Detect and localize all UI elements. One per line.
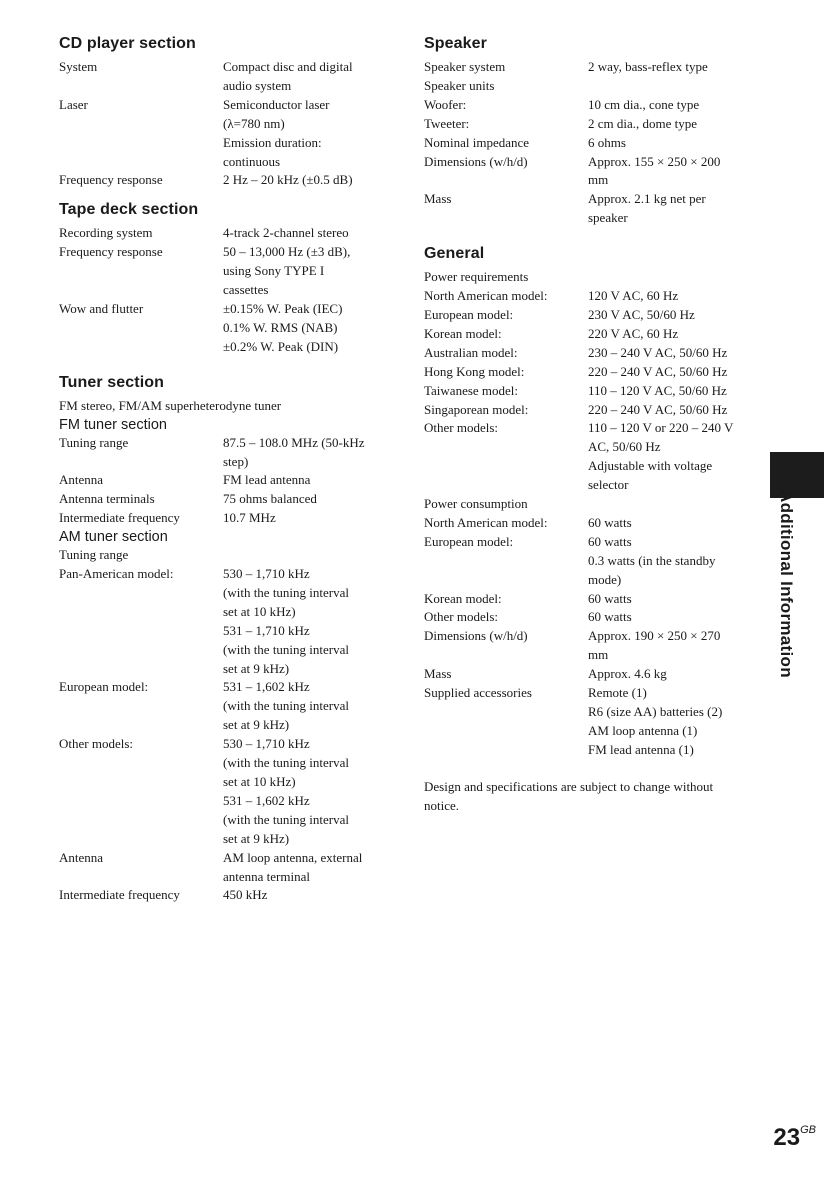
section-title: Tape deck section [59,201,199,219]
page-number-value: 23 [773,1124,801,1151]
spec-row [424,590,769,609]
speaker-section [424,34,769,228]
spec-label: Nominal impedance [424,134,530,150]
spec-row [59,735,404,848]
spec-value: 75 ohms balanced [223,491,317,507]
spec-label: Dimensions (w/h/d) [424,153,528,169]
spec-value: 120 V AC, 60 Hz [588,288,679,304]
left-column [59,34,404,911]
spec-row [424,115,769,134]
section-title: CD player section [59,35,196,52]
spec-value: 4-track 2-channel stereo [223,225,349,241]
spec-label: Intermediate frequency [59,887,180,903]
spec-row [59,509,404,528]
spec-row [59,886,404,905]
spec-value: 87.5 – 108.0 MHz (50-kHz step) [223,434,365,469]
spec-value: Approx. 155 × 250 × 200 mm [588,153,721,188]
spec-value [223,546,404,565]
spec-row [59,300,404,357]
power-consumption-label: Power consumption [424,496,528,512]
spec-row [59,565,404,678]
spec-label: Australian model: [424,344,518,360]
spec-value: 50 – 13,000 Hz (±3 dB), using Sony TYPE I cassettes [223,244,351,298]
spec-value: 60 watts 0.3 watts (in the standby mode) [588,533,716,587]
spec-value: 530 – 1,710 kHz (with the tuning interval set at 10 kHz) 531 – 1,602 kHz (with the tuning interval set at 9 kHz) [223,736,350,846]
spec-value: 230 V AC, 50/60 Hz [588,306,695,322]
section-title: Tuner section [59,373,165,391]
spec-value: 2 way, bass-reflex type [588,59,708,74]
spec-label: European model: [424,306,514,322]
spec-label: Mass [424,666,452,682]
page-number [773,1124,816,1152]
fm-subtitle: FM tuner section [59,416,167,433]
spec-value: 2 Hz – 20 kHz (±0.5 dB) [223,172,353,188]
spec-value [588,77,769,96]
spec-label: North American model: [424,514,548,530]
power-requirements-label: Power requirements [424,269,529,285]
spec-row [424,533,769,590]
spec-row [424,627,769,665]
spec-label: North American model: [424,288,548,304]
spec-list [424,287,769,495]
spec-value: Approx. 190 × 250 × 270 mm [588,628,721,663]
spec-row [59,849,404,887]
design-notice: Design and specifications are subject to change without notice. [424,778,714,813]
section-title: Speaker [424,35,487,52]
spec-value: 110 – 120 V or 220 – 240 V AC, 50/60 Hz Adjustable with voltage selector [588,420,734,493]
spec-list [424,514,769,760]
spec-list [59,58,404,190]
spec-row [59,224,404,243]
spec-value: 60 watts [588,590,632,606]
spec-row [424,363,769,382]
spec-list [59,546,404,905]
spec-value: FM lead antenna [223,472,311,488]
spec-row [424,665,769,684]
spec-value: Approx. 2.1 kg net per speaker [588,191,706,226]
spec-row [424,344,769,363]
spec-label: Frequency response [59,172,163,188]
spec-label: Laser [59,96,88,112]
spec-value: ±0.15% W. Peak (IEC) 0.1% W. RMS (NAB) ±0.2% W. Peak (DIN) [223,300,343,354]
spec-row [59,58,404,96]
right-column [424,34,769,829]
spec-label: Singaporean model: [424,401,529,417]
spec-label: Mass [424,191,452,207]
side-tab-label: Additional Information [777,490,796,678]
spec-label: Dimensions (w/h/d) [424,628,528,644]
spec-label: European model: [59,679,149,695]
spec-list [59,434,404,529]
spec-row [424,401,769,420]
spec-row [424,419,769,495]
spec-value: 110 – 120 V AC, 50/60 Hz [588,382,727,398]
spec-label: Korean model: [424,590,502,606]
spec-row [59,546,404,565]
spec-label: Woofer: [424,96,467,112]
spec-value: 450 kHz [223,887,268,903]
section-title: General [424,245,485,263]
spec-value: 220 – 240 V AC, 50/60 Hz [588,363,728,379]
spec-row [424,325,769,344]
spec-label: Speaker system [424,59,506,74]
spec-value: 60 watts [588,514,632,530]
spec-row [59,243,404,300]
spec-row [424,58,769,77]
spec-row [59,434,404,472]
spec-row [59,96,404,172]
spec-label: Antenna terminals [59,491,155,507]
spec-row [424,153,769,191]
spec-label: Speaker units [424,77,495,93]
spec-label: Recording system [59,225,153,241]
spec-label: Taiwanese model: [424,382,519,398]
spec-value: 6 ohms [588,134,626,150]
spec-label: Hong Kong model: [424,363,525,379]
spec-value: Remote (1) R6 (size AA) batteries (2) AM loop antenna (1) FM lead antenna (1) [588,685,723,757]
page-suffix: GB [800,1124,816,1136]
spec-label: European model: [424,533,514,549]
spec-label: System [59,59,98,74]
spec-row [424,306,769,325]
spec-value: AM loop antenna, external antenna terminal [223,849,363,884]
spec-value: 220 V AC, 60 Hz [588,325,679,341]
tuner-intro: FM stereo, FM/AM superheterodyne tuner [59,397,282,413]
spec-row [424,608,769,627]
spec-label: Tuning range [59,434,129,450]
general-section [424,244,769,815]
spec-value: 10.7 MHz [223,510,276,526]
tuner-section [59,373,404,906]
spec-row [424,684,769,760]
spec-row [424,382,769,401]
spec-value: 60 watts [588,609,632,625]
spec-value: 230 – 240 V AC, 50/60 Hz [588,344,728,360]
spec-label: Other models: [424,420,499,436]
spec-list [59,224,404,356]
spec-row [424,77,769,96]
spec-row [424,287,769,306]
spec-list [424,58,769,228]
spec-label: Supplied accessories [424,685,532,701]
am-subtitle: AM tuner section [59,529,168,546]
spec-value: Approx. 4.6 kg [588,666,667,682]
spec-row [59,678,404,735]
tape-deck-section [59,200,404,356]
spec-value: 10 cm dia., cone type [588,96,700,112]
spec-label: Wow and flutter [59,300,144,316]
spec-label: Antenna [59,849,104,865]
spec-value: 531 – 1,602 kHz (with the tuning interval set at 9 kHz) [223,679,350,733]
spec-label: Other models: [59,736,134,752]
spec-value: Semiconductor laser (λ=780 nm) Emission duration: continuous [223,96,330,169]
spec-row [424,96,769,115]
spec-label: Tuning range [59,547,129,563]
spec-value: 2 cm dia., dome type [588,115,698,131]
spec-row [59,171,404,190]
spec-row [424,134,769,153]
cd-player-section [59,34,404,190]
spec-row [59,471,404,490]
spec-value: 220 – 240 V AC, 50/60 Hz [588,401,728,417]
spec-row [424,514,769,533]
spec-label: Pan-American model: [59,566,174,582]
spec-value: 530 – 1,710 kHz (with the tuning interval set at 10 kHz) 531 – 1,710 kHz (with the tuning interval set at 9 kHz) [223,566,350,676]
spec-label: Frequency response [59,244,163,260]
spec-value: Compact disc and digital audio system [223,59,353,93]
spec-label: Antenna [59,472,104,488]
spec-label: Other models: [424,609,499,625]
spec-row [59,490,404,509]
spec-row [424,190,769,228]
spec-label: Korean model: [424,325,502,341]
spec-label: Intermediate frequency [59,510,180,526]
spec-label: Tweeter: [424,115,470,131]
